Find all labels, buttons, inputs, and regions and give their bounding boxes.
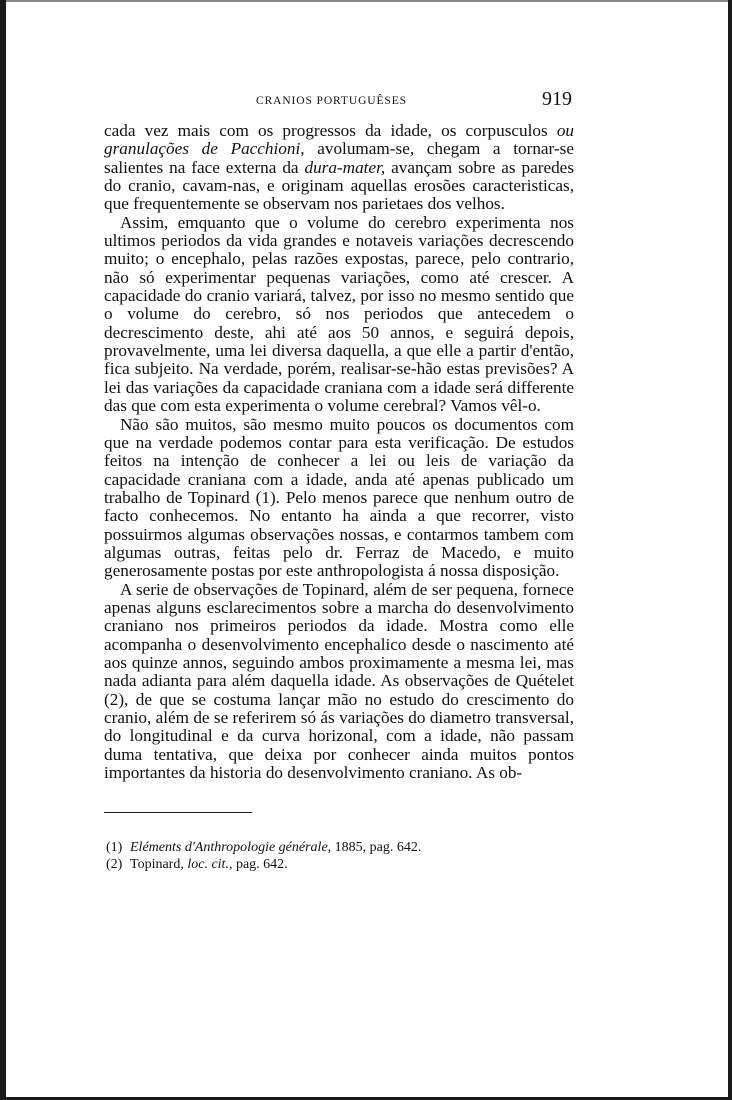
scan-edge-right (728, 0, 732, 1100)
footnotes (104, 839, 574, 873)
footnote-text (130, 857, 288, 872)
footnote-1 (106, 839, 574, 856)
page-header (104, 88, 574, 116)
italic-text: loc. cit., (187, 857, 233, 873)
scan-edge-top (0, 0, 732, 2)
footnote-rule (104, 812, 252, 813)
paragraph-4 (104, 581, 574, 783)
body-text (104, 122, 574, 782)
paragraph-1 (104, 122, 574, 214)
text-run: A serie de observações de Topinard, além de ser pequena, fornece apenas alguns esclarecimentos sobre a marcha do desenvolvimento craniano nos primeiros periodos da idade. Mostra como elle acompanha o desenvolvimento encephalico desde o nascimento até aos quinze annos, seguindo ambos proximamente a mesma lei, mas nada adianta para além daquella idade. As observações de Quételet (2), de que se costuma lançar mão no estudo do crescimento do cranio, além de se referirem só ás variações do diametro transversal, do longitudinal e da curva horizonal, com a idade, não passam duma tentativa, que deixa por conhecer ainda muitos pontos importantes da historia do desenvolvimento craniano. As ob- (104, 579, 574, 783)
paragraph-2 (104, 214, 574, 416)
text-run: Topinard, (130, 857, 188, 873)
text-run: pag. 642. (232, 857, 288, 873)
book-page (104, 88, 574, 873)
scan-edge-left (0, 0, 6, 1100)
text-run: 1885, pag. 642. (331, 840, 422, 856)
footnote-marker: (2) (106, 857, 123, 873)
text-run: cada vez mais com os progressos da idade, os corpusculos (104, 121, 557, 140)
text-run: Assim, emquanto que o volume do cerebro experimenta nos ultimos periodos da vida grandes e notaveis variações decrescendo muito; o encephalo, pelas razões expostas, parece, pelo contrario, não só experimentar pequenas variações, como até crescer. A capacidade do cranio variará, talvez, por isso no mesmo sentido que o volume do cerebro, só nos periodos que antecedem o decrescimento deste, ahi até aos 50 annos, e seguirá depois, provavelmente, uma lei diversa daquella, a que elle a partir d'então, fica subjeito. Na verdade, porém, realisar-se-hão estas previsões? A lei das variações da capacidade craniana com a idade será differente das que com esta experimenta o volume cerebral? Vamos vêl-o. (104, 212, 574, 416)
footnote-2 (106, 856, 574, 873)
italic-text: ou granulações de Pacchioni, (104, 121, 574, 159)
text-run: avolumam-se, chegam a tornar-se salientes na face externa da (104, 139, 574, 177)
italic-text: dura-mater, (304, 157, 386, 177)
paragraph-3 (104, 416, 574, 581)
text-run: Não são muitos, são mesmo muito poucos os documentos com que na verdade podemos contar para esta verificação. De estudos feitos na intenção de conhecer a lei ou leis de variação da capacidade craniana com a idade, anda até apenas publicado um trabalho de Topinard (1). Pelo menos parece que nenhum outro de facto conhecemos. No entanto ha ainda a que recorrer, visto possuirmos algumas observações nossas, e contarmos tambem com algumas outras, feitas pelo dr. Ferraz de Macedo, e muito generosamente postas por este anthropologista á nossa disposição. (104, 414, 574, 581)
italic-text: Eléments d'Anthropologie générale, (130, 840, 332, 856)
page-number: 919 (542, 88, 572, 110)
running-title: CRANIOS PORTUGUÊSES (256, 95, 407, 107)
footnote-marker: (1) (106, 840, 123, 856)
text-run: avançam sobre as paredes do cranio, cavam-nas, e originam aquellas erosões caracteristicas, que frequentemente se observam nos parietaes dos velhos. (104, 157, 575, 214)
footnote-text (130, 840, 421, 855)
